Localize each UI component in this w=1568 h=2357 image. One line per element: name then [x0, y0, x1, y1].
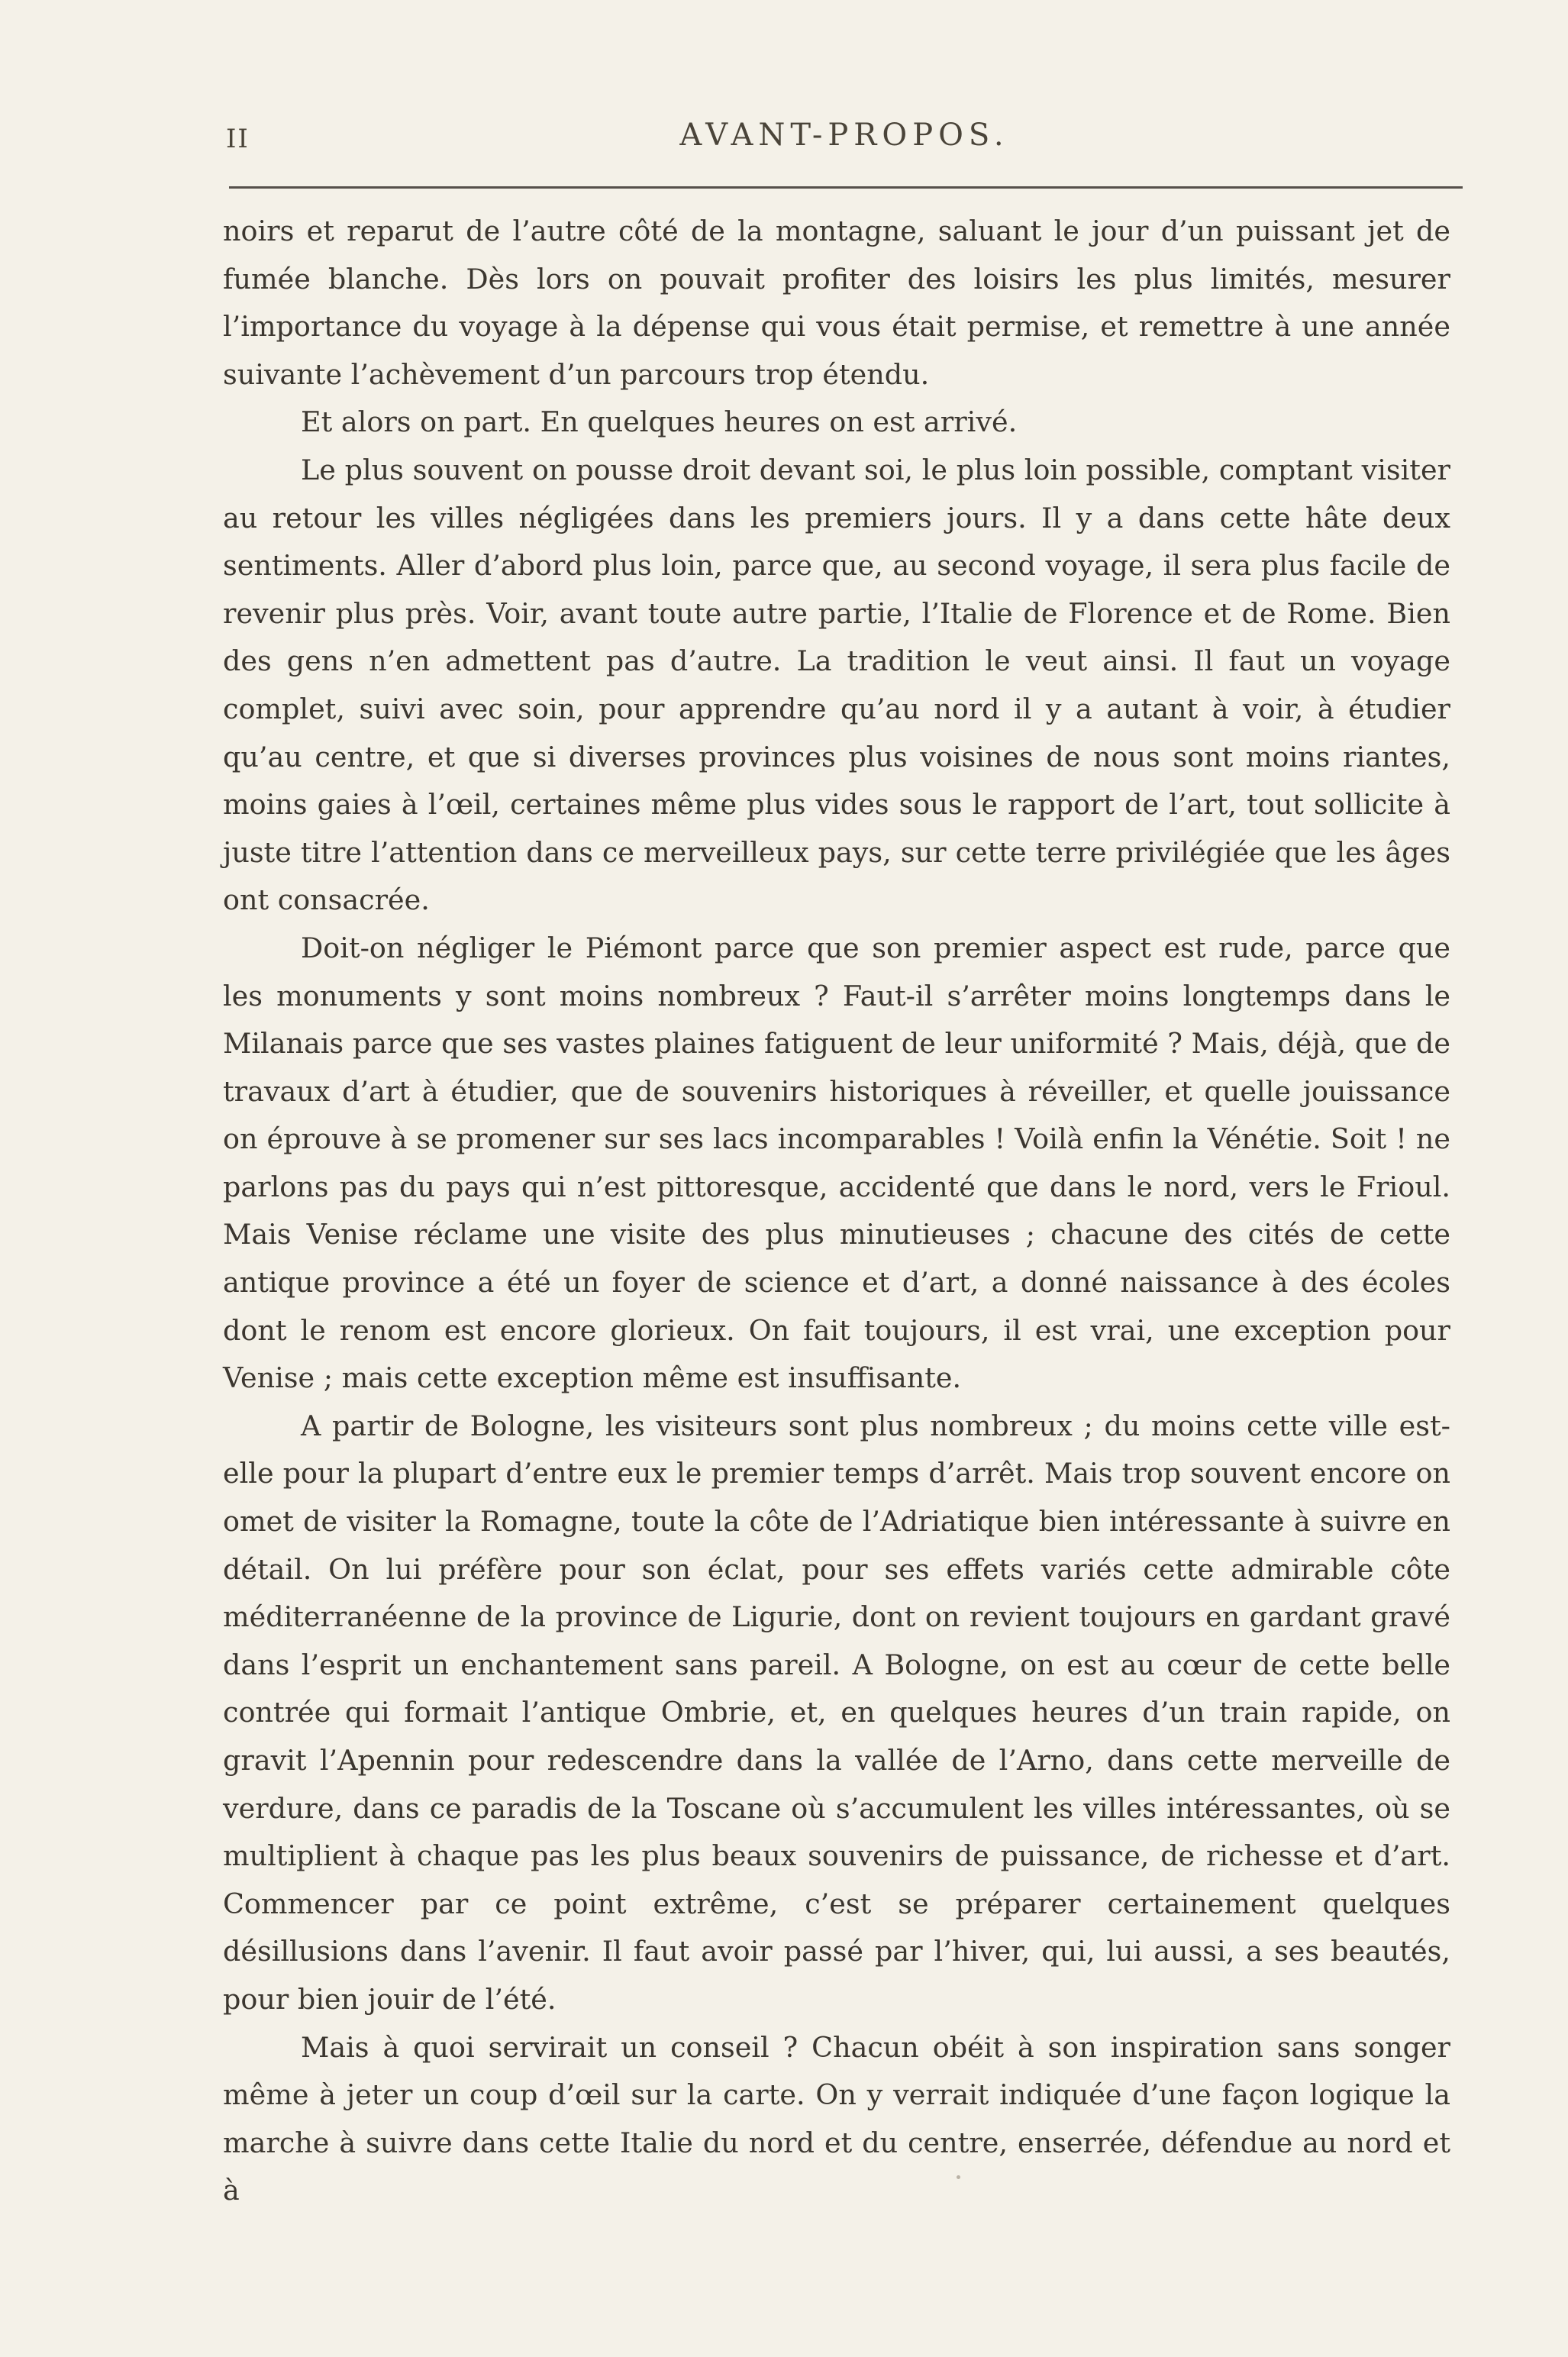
paragraph: Le plus souvent on pousse droit devant soi, le plus loin possible, comptant visiter au retour les villes négligées dans les premiers jours. Il y a dans cette hâte deux sentiments. Aller d’abord plus loin, parce que, au second voyage, il sera plus facile de revenir plus près. Voir, avant toute autre partie, l’Italie de Florence et de Rome. Bien des gens n’en admettent pas d’autre. La tradition le veut ainsi. Il faut un voyage complet, suivi avec soin, pour apprendre qu’au nord il y a autant à voir, à étudier qu’au centre, et que si diverses provinces plus voisines de nous sont moins riantes, moins gaies à l’œil, certaines même plus vides sous le rapport de l’art, tout sollicite à juste titre l’attention dans ce merveilleux pays, sur cette terre privilégiée que les âges ont consacrée. [223, 453, 1450, 917]
paragraph: Doit-on négliger le Piémont parce que son premier aspect est rude, parce que les monuments y sont moins nombreux ? Faut-il s’arrêter moins longtemps dans le Milanais parce que ses vastes plaines fatiguent de leur uniformité ? Mais, déjà, que de travaux d’art à étudier, que de souvenirs historiques à réveiller, et quelle jouissance on éprouve à se promener sur ses lacs incomparables ! Voilà enfin la Vénétie. Soit ! ne parlons pas du pays qui n’est pittoresque, accidenté que dans le nord, vers le Frioul. Mais Venise réclame une visite des plus minutieuses ; chacune des cités de cette antique province a été un foyer de science et d’art, a donné naissance à des écoles dont le renom est encore glorieux. On fait toujours, il est vrai, une exception pour Venise ; mais cette exception même est insuffisante. [223, 931, 1450, 1395]
running-title: AVANT-PROPOS. [679, 118, 1009, 153]
paragraph: Et alors on part. En quelques heures on est arrivé. [301, 405, 1018, 439]
paragraph-continued: noirs et reparut de l’autre côté de la montagne, saluant le jour d’un puissant jet de fumée blanche. Dès lors on pouvait profiter des loisirs les plus limités, mesurer l’importance du voyage à la dépense qui vous était permise, et remettre à une année suivante l’achèvement d’un parcours trop étendu. [223, 215, 1450, 391]
page-number: II [226, 124, 250, 154]
header-rule [229, 186, 1463, 189]
paragraph: A partir de Bologne, les visiteurs sont plus nombreux ; du moins cette ville est-elle pour la plupart d’entre eux le premier temps d’arrêt. Mais trop souvent encore on omet de visiter la Romagne, toute la côte de l’Adriatique bien intéressante à suivre en détail. On lui préfère pour son éclat, pour ses effets variés cette admirable côte méditerranéenne de la province de Ligurie, dont on revient toujours en gardant gravé dans l’esprit un enchantement sans pareil. A Bologne, on est au cœur de cette belle contrée qui formait l’antique Ombrie, et, en quelques heures d’un train rapide, on gravit l’Apennin pour redescendre dans la vallée de l’Arno, dans cette merveille de verdure, dans ce paradis de la Toscane où s’accumulent les villes intéressantes, où se multiplient à chaque pas les plus beaux souvenirs de puissance, de richesse et d’art. Commencer par ce point extrême, c’est se préparer certainement quelques désillusions dans l’avenir. Il faut avoir passé par l’hiver, qui, lui aussi, a ses beautés, pour bien jouir de l’été. [223, 1409, 1450, 2016]
ink-speck [957, 2175, 960, 2179]
running-head [226, 115, 1463, 160]
body-text [223, 208, 1450, 2215]
paragraph: Mais à quoi servirait un conseil ? Chacun obéit à son inspiration sans songer même à jeter un coup d’œil sur la carte. On y verrait indiquée d’une façon logique la marche à suivre dans cette Italie du nord et du centre, enserrée, défendue au nord et à [223, 2030, 1450, 2207]
